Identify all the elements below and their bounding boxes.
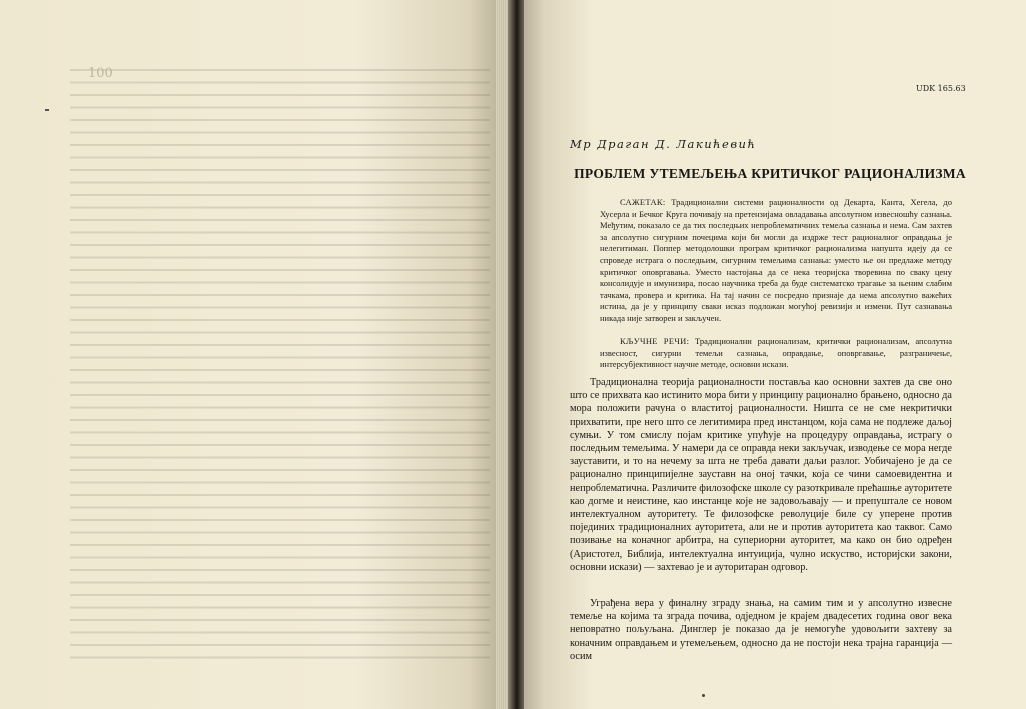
body-paragraph-1: Традиционална теорија рационалности поставља као основни захтев да све оно што се прихвата као истинито мора бити у принципу рационално брањено, односно да мора положити рачуна о властитој рационалности. Ништа се не сме некритички прихватити, пре него што се легитимира пред инстанцом, која сама не подлеже даљој сумњи. У том смислу појам критике упућује на процедуру оправдања, истрагу о последњим темељима. У намери да се оправда неки закључак, изводење се мора негде зауставити, и то на нечему за шта не треба давати даљи разлог. Уобичајено је да се рационално принципијелне зауставн на оној тачки, која се чини самоевидентна и непроблематична. Различите филозофске школе су разоткривале прећашње ауторитете као догме и неистине, као инстанце које не задовољавају — и препуштале се новом интелектуалном ауторитету. Те филозофске револуције биле су уперене против појединих традиционалних ауторитета, али не и против ауторитета као таквог. Само позивање на коначног арбитра, на супериорни ауторитет, ма како он био одређен (Аристотел, Библија, интелектуална интуиција, чулно искуство, историјски закони, основни искази) — захтевао је и ауторитаран одговор. (570, 377, 952, 573)
page-edges (496, 0, 508, 709)
body-paragraph-2: Уграђена вера у финалну зграду знања, на самим тим и у апсолутно извесне темеље на којима та зграда почива, одједном је крајем двадесетих година овог века неповратно пољуљана. Динглер је показао да је немогуће удовољити захтеву за коначним оправдањем и утемељењем, односно да не постоји нека трајна гаранција — осим (570, 598, 952, 662)
left-page (0, 0, 508, 709)
keywords-text: Традиционални рационализам, критички рационализам, апсолутна извесност, сигурни темељи сазнања, оправдање, оповргавање, разграничење, интерсубјективност научне методе, основни искази. (600, 336, 953, 370)
bleed-through-text (70, 60, 490, 660)
keywords-label: КЉУЧНЕ РЕЧИ: (620, 336, 690, 346)
keywords (600, 336, 952, 371)
author-name: Мр Драган Д. Лакићевић (570, 137, 757, 151)
book-gutter (508, 0, 524, 709)
abstract (600, 197, 952, 325)
page-mark (45, 109, 49, 111)
abstract-text: Традиционални системи рационалности од Декарта, Канта, Хегела, до Хусерла и Бечког Круга почивају на претензијама овладавања апсолутном извесношћу сазнања. Међутим, показало се да тих последњих непроблематичних темеља сазнања и нема. Сам захтев за апсолутно сигурним почецима који би могли да издрже тест рационалног оправдања је нелегитиман. Поппер методолошки програм критичког рационализма напушта идеју да се спроведе истрага о последњим, сигурним темељима сазнања: уместо ње он предлаже методу критичког оповргавања. Уместо настојања да се нека теоријска творевина по сваку цену консолидује и имунизира, посао научника треба да буде систематско трагање за њеним слабим тачкама, провера и критика. На тај начин се посредно признаје да нема апсолутно важећих истина, да је у принципу сваки исказ подложан могућој ревизији и измени. Пут сазнавања никада није затворен и закључен. (600, 197, 952, 323)
speck (702, 694, 705, 697)
abstract-label: САЖЕТАК: (620, 197, 666, 207)
udk-code: UDK 165.63 (916, 84, 966, 93)
article-title: ПРОБЛЕМ УТЕМЕЉЕЊА КРИТИЧКОГ РАЦИОНАЛИЗМА (574, 166, 966, 181)
bleed-page-number: 100 (88, 66, 113, 81)
